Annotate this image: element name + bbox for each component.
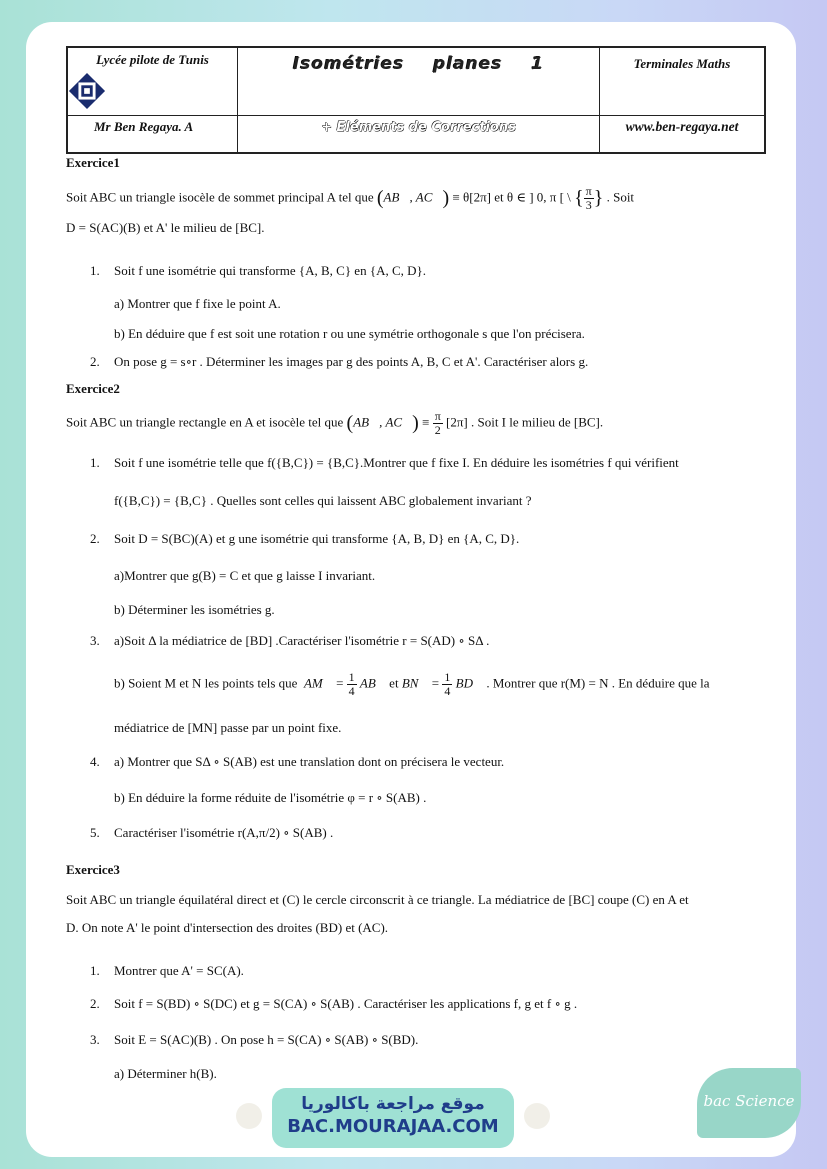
subtitle-cell [238,116,600,152]
ex2-q5: Caractériser l'isométrie r(A,π/2) ∘ S(AB) . [114,825,334,840]
ex1-intro-angle: ≡ θ[2π] et θ ∈ ] 0, π [ \ [452,189,571,205]
ex2-q3: a)Soit Δ la médiatrice de [BD] .Caractériser l'isométrie r = S(AD) ∘ SΔ . [114,633,490,648]
ex2-q2a: a)Montrer que g(B) = C et que g laisse I invariant. [114,568,376,583]
ex1-q2: On pose g = s∘r . Déterminer les images par g des points A, B, C et A'. Caractériser alors g. [114,354,589,369]
ex1-intro-text: Soit ABC un triangle isocèle de sommet principal A tel que [66,189,374,205]
document-subtitle: + Eléments de Corrections [321,120,516,135]
ex1-intro-line1: Soit ABC un triangle isocèle de sommet principal A tel que (AB⃗, AC⃗) ≡ θ[2π] et θ ∈ ] 0, π [ \ { $\frac{\pi}{3}$ } . Soit [66,184,635,212]
footer-logo-left-icon [236,1103,262,1129]
ex3-q3a: a) Déterminer h(B). [114,1066,217,1081]
ex3-q2: Soit f = S(BD) ∘ S(DC) et g = S(CA) ∘ S(AB) . Caractériser les applications f, g et f ∘ g . [114,996,578,1011]
ex2-q4-number: 4. [90,754,100,769]
ex3-intro2: D. On note A' le point d'intersection des droites (BD) et (AC). [66,920,389,935]
ex1-intro-end: . Soit [606,189,635,205]
school-logo-icon [68,72,106,110]
ex1-intro-line2: D = S(AC)(B) et A' le milieu de [BC]. [66,220,265,235]
badge-text: bac Science [703,1092,795,1110]
website-link[interactable]: www.ben-regaya.net [625,119,739,134]
ex2-intro-text: Soit ABC un triangle rectangle en A et isocèle tel que [66,414,344,430]
ex2-q4a: a) Montrer que SΔ ∘ S(AB) est une translation dont on précisera le vecteur. [114,754,505,769]
ex1-q1: Soit f une isométrie qui transforme {A, B, C} en {A, C, D}. [114,263,427,278]
ex2-q3-number: 3. [90,633,100,648]
class-label: Terminales Maths [633,56,731,71]
ex1-q1b: b) En déduire que f est soit une rotation r ou une symétrie orthogonale s que l'on précisera. [114,326,585,341]
ex2-q3b-end: . Montrer que r(M) = N . En déduire que la [486,675,710,691]
ex2-q5-number: 5. [90,825,100,840]
ex2-q4b: b) En déduire la forme réduite de l'isométrie φ = r ∘ S(AB) . [114,790,427,805]
exercise1-title: Exercice1 [66,155,120,170]
ex2-q3b3: médiatrice de [MN] passe par un point fixe. [114,720,342,735]
ex3-intro1: Soit ABC un triangle équilatéral direct et (C) le cercle circonscrit à ce triangle. La médiatrice de [BC] coupe (C) en A et [66,892,689,907]
banner-arabic-text: موقع مراجعة باكالوريا [301,1094,485,1114]
footer-banner[interactable] [272,1088,514,1148]
ex2-q2: Soit D = S(BC)(A) et g une isométrie qui transforme {A, B, D} en {A, C, D}. [114,531,520,546]
banner-url-link[interactable]: BAC.MOURAJAA.COM [287,1116,499,1137]
ex3-q1: Montrer que A' = SC(A). [114,963,244,978]
ex3-q2-number: 2. [90,996,100,1011]
ex2-q3b-line: b) Soient M et N les points tels que AM⃗ = $\frac{1}{4}$ AB⃗ et BN⃗ = $\frac{1}{4}$ BD⃗ . Montrer que r(M) = N . En déduire que la [114,670,710,698]
ex1-q1-number: 1. [90,263,100,278]
ex3-q1-number: 1. [90,963,100,978]
ex2-intro-end: [2π] . Soit I le milieu de [BC]. [446,414,604,430]
ex1-q1a: a) Montrer que f fixe le point A. [114,296,281,311]
header-table [66,46,766,154]
school-name: Lycée pilote de Tunis [96,52,209,67]
ex1-q2-number: 2. [90,354,100,369]
exercise3-title: Exercice3 [66,862,120,877]
ex2-q1-number: 1. [90,455,100,470]
ex2-q1b: f({B,C}) = {B,C} . Quelles sont celles qui laissent ABC globalement invariant ? [114,493,532,508]
ex2-intro: Soit ABC un triangle rectangle en A et isocèle tel que (AB⃗, AC⃗) ≡ $\frac{\pi}{2}$ [2π] . Soit I le milieu de [BC]. [66,409,604,437]
bac-science-badge [697,1068,801,1138]
author-cell [68,116,238,152]
ex3-q3: Soit E = S(AC)(B) . On pose h = S(CA) ∘ S(AB) ∘ S(BD). [114,1032,419,1047]
website-cell [600,116,764,152]
ex2-q2-number: 2. [90,531,100,546]
school-cell [68,48,238,116]
exercise2-title: Exercice2 [66,381,120,396]
footer-logo-right-icon [524,1103,550,1129]
ex2-q1: Soit f une isométrie telle que f({B,C}) = {B,C}.Montrer que f fixe I. En déduire les isométries f qui vérifient [114,455,679,470]
class-cell [600,48,764,116]
document-title: Isométries planes 1 [292,54,545,74]
ex2-q3b-start: b) Soient M et N les points tels que [114,675,298,691]
title-cell [238,48,600,116]
ex3-q3-number: 3. [90,1032,100,1047]
author-name: Mr Ben Regaya. A [94,119,194,134]
ex2-q2b: b) Déterminer les isométries g. [114,602,275,617]
